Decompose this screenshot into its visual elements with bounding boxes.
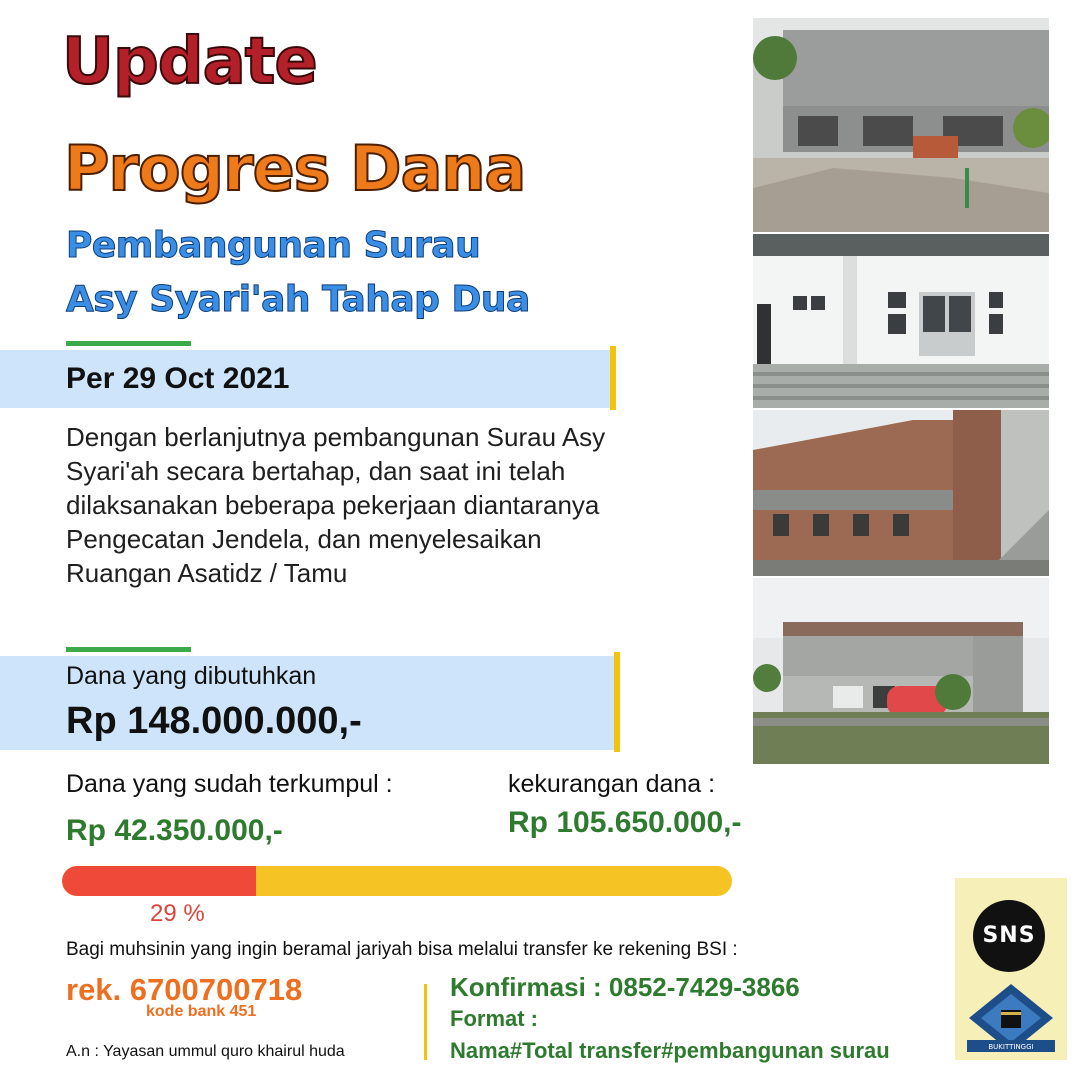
yellow-accent-bar: [610, 346, 616, 410]
green-accent-line: [66, 341, 191, 346]
description-text: Dengan berlanjutnya pembangunan Surau Asy Syari'ah secara bertahap, dan saat ini telah dilaksanakan beberapa pekerjaan diantaranya Pengecatan Jendela, dan menyelesaikan Ruangan Asatidz / Tamu: [66, 422, 606, 588]
progress-bar: [62, 866, 732, 896]
logo-panel: [955, 878, 1067, 1060]
brick-wall-photo: [753, 410, 1049, 576]
date-text: Per 29 Oct 2021: [66, 362, 290, 395]
building-exterior-photo: [753, 578, 1049, 764]
vertical-divider: [424, 984, 427, 1060]
title-progres-dana: Progres Dana: [64, 132, 526, 205]
needed-amount: Rp 148.000.000,-: [66, 700, 362, 742]
needed-label: Dana yang dibutuhkan: [66, 662, 317, 690]
progress-bar-fill: [62, 866, 256, 896]
logo-city-text: BUKITTINGGI: [988, 1043, 1034, 1051]
confirmation-contact: Konfirmasi : 0852-7429-3866: [450, 972, 800, 1002]
sns-logo-text: SNS: [982, 923, 1036, 948]
sns-logo-icon: [973, 900, 1045, 972]
progress-percent: 29 %: [150, 900, 205, 927]
yellow-accent-bar-2: [614, 652, 620, 752]
green-accent-line-2: [66, 647, 191, 652]
bank-code: kode bank 451: [146, 1003, 257, 1020]
kaaba-emblem-icon: [965, 982, 1057, 1054]
construction-site-photo: [753, 18, 1049, 232]
subtitle-line-1: Pembangunan Surau: [66, 225, 481, 266]
collected-amount: Rp 42.350.000,-: [66, 814, 283, 847]
shortfall-amount: Rp 105.650.000,-: [508, 806, 742, 839]
building-facade-photo: [753, 234, 1049, 408]
title-update: Update: [62, 25, 317, 99]
account-name: A.n : Yayasan ummul quro khairul huda: [66, 1043, 345, 1060]
format-value: Nama#Total transfer#pembangunan surau: [450, 1038, 890, 1063]
format-label: Format :: [450, 1006, 538, 1031]
collected-label: Dana yang sudah terkumpul :: [66, 770, 393, 798]
transfer-note: Bagi muhsinin yang ingin beramal jariyah bisa melalui transfer ke rekening BSI :: [66, 939, 738, 960]
subtitle-line-2: Asy Syari'ah Tahap Dua: [66, 279, 530, 320]
shortfall-label: kekurangan dana :: [508, 770, 716, 798]
account-number: rek. 6700700718: [66, 972, 303, 1007]
